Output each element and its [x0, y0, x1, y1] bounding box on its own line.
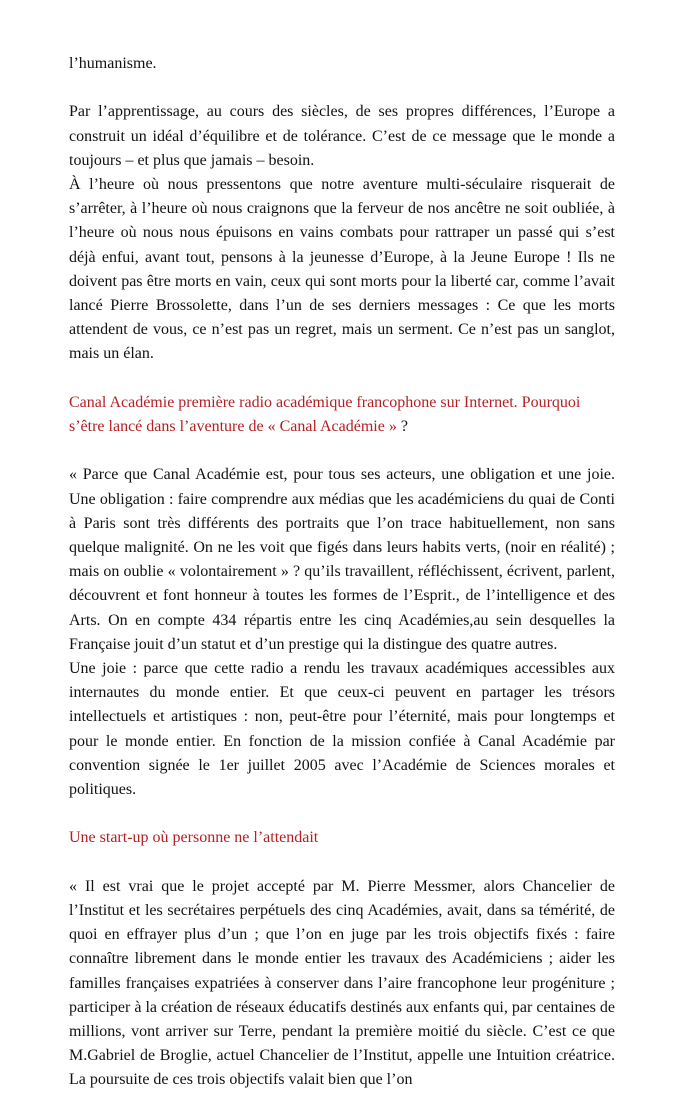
paragraph-heure: À l’heure où nous pressentons que notre aventure multi-séculaire risquerait de s’arrêter, à l’heure où nous craignons que la ferveur de nos ancêtre ne soit oubliée, à l’heure où nous nous épuisons en vains combats pour rattraper un passé qui s’est déjà enfui, avant tout, pensons à la jeunesse d’Europe, à la Jeune Europe ! Ils ne doivent pas être morts en vain, ceux qui sont morts pour la liberté car, comme l’avait lancé Pierre Brossolette, dans l’un de ses derniers messages : Ce que les morts attendent de vous, ce n’est pas un regret, mais un serment. Ce n’est pas un sanglot, mais un élan. — [69, 176, 615, 363]
paragraph-fragment-top: l’humanisme. — [69, 55, 157, 72]
paragraph-parce-que: « Parce que Canal Académie est, pour tous ses acteurs, une obligation et une joie. Une obligation : faire comprendre aux médias que les académiciens du quai de Conti à Paris sont très différents des portraits que l’on trace habituellement, non sans quelque malignité. On ne les voit que figés dans leurs habits verts, (noir en réalité) ; mais on oublie « volontairement » ? qu’ils travaillent, réfléchissent, écrivent, parlent, découvrent et font honneur à toutes les formes de l’Esprit., de l’intelligence et des Arts. On en compte 434 répartis entre les cinq Académies,au sein desquelles la Française jouit d’un statut et d’un prestige qui la distingue des quatre autres. — [69, 466, 615, 653]
paragraph-europe: Par l’apprentissage, au cours des siècles, de ses propres différences, l’Europe a construit un idéal d’équilibre et de tolérance. C’est de ce message que le monde a toujours – et plus que jamais – besoin. — [69, 103, 615, 169]
paragraph-gap — [69, 439, 615, 463]
heading-question-mark: ? — [396, 418, 408, 436]
section-heading-startup: Une start-up où personne ne l’attendait — [69, 829, 319, 847]
paragraph-joie: Une joie : parce que cette radio a rendu les travaux académiques accessibles aux internautes du monde entier. Et que ceux-ci peuvent en partager les trésors intellectuels et artistiques : non, peut-être pour l’éternité, mais pour longtemps et pour le monde entier. En fonction de la mission confiée à Canal Académie par convention signée le 1er juillet 2005 avec l’Académie de Sciences morales et politiques. — [69, 660, 615, 799]
paragraph-messmer: « Il est vrai que le projet accepté par M. Pierre Messmer, alors Chancelier de l’Institut et les secrétaires perpétuels des cinq Académies, avait, dans sa témérité, de quoi en effrayer plus d’un ; que l’on en juge par les trois objectifs fixés : faire connaître librement dans le monde entier les travaux des Académiciens ; aider les familles françaises expatriées à conserver dans l’aire francophone leur progéniture ; participer à la création de réseaux éducatifs destinés aux enfants qui, par centaines de millions, vont arriver sur Terre, pendant la première moitié du siècle. C’est ce que M.Gabriel de Broglie, actuel Chancelier de l’Institut, appelle une Intuition créatrice. La poursuite de ces trois objectifs valait bien que l’on — [69, 877, 615, 1089]
heading-text: Canal Académie première radio académique francophone sur Internet. Pourquoi s’être lancé dans l’aventure de « Canal Académie » — [69, 393, 581, 436]
paragraph-gap — [69, 802, 615, 826]
paragraph-gap — [69, 76, 615, 100]
paragraph-gap — [69, 367, 615, 391]
document-body — [69, 52, 615, 1093]
section-heading-canal-academie — [69, 391, 615, 439]
paragraph-gap — [69, 851, 615, 875]
